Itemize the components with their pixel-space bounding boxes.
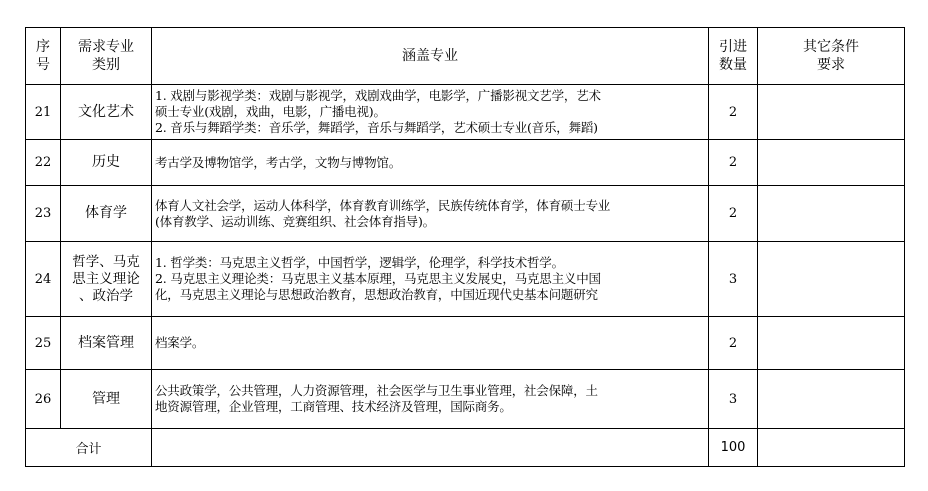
row-category: 管理	[61, 370, 152, 429]
header-category-label: 需求专业 类别	[78, 39, 134, 73]
row-quota: 3	[709, 242, 758, 317]
total-label: 合计	[26, 429, 152, 467]
table-row	[26, 85, 905, 140]
total-majors	[152, 429, 709, 467]
table-row	[26, 317, 905, 370]
row-majors: 档案学。	[152, 317, 709, 370]
header-seq	[26, 28, 61, 85]
row-category: 档案管理	[61, 317, 152, 370]
row-other	[758, 140, 905, 186]
header-other-label: 其它条件 要求	[803, 39, 859, 73]
row-quota: 2	[709, 85, 758, 140]
row-number: 23	[26, 186, 61, 242]
row-quota: 3	[709, 370, 758, 429]
header-other	[758, 28, 905, 85]
header-row	[26, 28, 905, 85]
row-majors: 公共政策学，公共管理，人力资源管理，社会医学与卫生事业管理，社会保障，土 地资源管理，企业管理，工商管理、技术经济及管理，国际商务。	[152, 370, 709, 429]
row-other	[758, 370, 905, 429]
row-category: 文化艺术	[61, 85, 152, 140]
row-category: 哲学、马克 思主义理论 、政治学	[61, 242, 152, 317]
header-quota	[709, 28, 758, 85]
row-number: 25	[26, 317, 61, 370]
recruitment-table	[25, 27, 905, 467]
header-category	[61, 28, 152, 85]
table-row	[26, 140, 905, 186]
row-category: 历史	[61, 140, 152, 186]
header-quota-label: 引进 数量	[719, 39, 747, 73]
header-seq-label: 序 号	[36, 39, 50, 73]
row-other	[758, 317, 905, 370]
table-row	[26, 242, 905, 317]
total-row	[26, 429, 905, 467]
row-quota: 2	[709, 186, 758, 242]
row-other	[758, 242, 905, 317]
row-majors: 1. 戏剧与影视学类：戏剧与影视学，戏剧戏曲学，电影学，广播影视文艺学，艺术 硕士专业(戏剧，戏曲，电影，广播电视)。 2. 音乐与舞蹈学类：音乐学，舞蹈学，音乐与舞蹈学，艺术硕士专业(音乐，舞蹈)	[152, 85, 709, 140]
row-category: 体育学	[61, 186, 152, 242]
recruitment-table-sheet	[25, 27, 905, 467]
header-majors-label: 涵盖专业	[402, 48, 458, 64]
table-row	[26, 370, 905, 429]
row-quota: 2	[709, 317, 758, 370]
row-other	[758, 186, 905, 242]
row-number: 22	[26, 140, 61, 186]
row-other	[758, 85, 905, 140]
total-quota: 100	[709, 429, 758, 467]
total-other	[758, 429, 905, 467]
row-number: 26	[26, 370, 61, 429]
table-row	[26, 186, 905, 242]
header-majors	[152, 28, 709, 85]
row-number: 21	[26, 85, 61, 140]
row-quota: 2	[709, 140, 758, 186]
row-majors: 体育人文社会学，运动人体科学，体育教育训练学，民族传统体育学，体育硕士专业 (体育教学、运动训练、竞赛组织、社会体育指导)。	[152, 186, 709, 242]
row-majors: 考古学及博物馆学，考古学，文物与博物馆。	[152, 140, 709, 186]
row-majors: 1. 哲学类：马克思主义哲学，中国哲学，逻辑学，伦理学，科学技术哲学。 2. 马克思主义理论类：马克思主义基本原理，马克思主义发展史，马克思主义中国 化，马克思主义理论与思想政治教育，思想政治教育，中国近现代史基本问题研究	[152, 242, 709, 317]
row-number: 24	[26, 242, 61, 317]
